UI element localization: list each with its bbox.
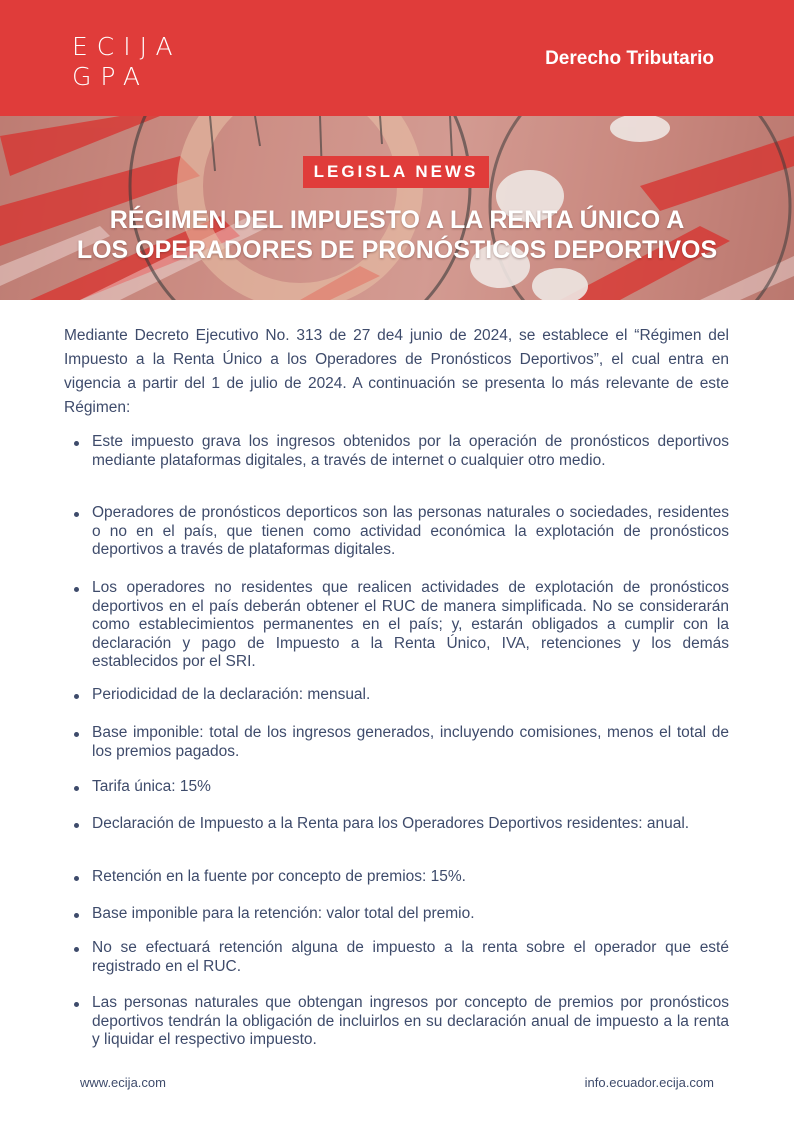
legisla-news-tag: LEGISLA NEWS <box>303 156 489 188</box>
list-item-text: Base imponible: total de los ingresos generados, incluyendo comisiones, menos el total de los premios pagados. <box>92 724 729 760</box>
logo-line-2: GPA <box>72 62 149 91</box>
bullet-icon <box>74 947 79 952</box>
list-item <box>64 994 729 1050</box>
bullet-icon <box>74 1002 79 1007</box>
logo-line-1: ECIJA <box>72 32 182 61</box>
list-item <box>64 905 729 924</box>
list-item-text: Retención en la fuente por concepto de premios: 15%. <box>92 868 466 885</box>
bullet-icon <box>74 694 79 699</box>
bullet-icon <box>74 823 79 828</box>
article-title-line-1: RÉGIMEN DEL IMPUESTO A LA RENTA ÚNICO A <box>109 206 685 234</box>
list-item-text: Este impuesto grava los ingresos obtenidos por la operación de pronósticos deportivos mediante plataformas digitales, a través de internet o cualquier otro medio. <box>92 433 729 469</box>
bullet-icon <box>74 441 79 446</box>
list-item <box>64 504 729 560</box>
footer-website-link[interactable]: www.ecija.com <box>80 1075 166 1090</box>
list-item <box>64 433 729 470</box>
list-item-text: Base imponible para la retención: valor total del premio. <box>92 905 475 922</box>
list-item <box>64 815 729 834</box>
list-item-text: Los operadores no residentes que realicen actividades de explotación de pronósticos deportivos en el país deberán obtener el RUC de manera simplificada. No se considerarán como establecimientos permanentes en el país; y, estarán obligados a cumplir con la declaración y pago de Impuesto a la Renta Único, IVA, retenciones y los demás establecidos por el SRI. <box>92 579 729 670</box>
list-item <box>64 579 729 672</box>
ecija-gpa-logo[interactable] <box>72 32 182 92</box>
bullet-icon <box>74 587 79 592</box>
list-item-text: No se efectuará retención alguna de impuesto a la renta sobre el operador que esté registrado en el RUC. <box>92 939 729 975</box>
bullet-icon <box>74 913 79 918</box>
list-item-text: Las personas naturales que obtengan ingresos por concepto de premios por pronósticos deportivos tendrán la obligación de incluirlos en su declaración anual de impuesto a la renta y liquidar el respectivo impuesto. <box>92 994 729 1048</box>
bullet-icon <box>74 512 79 517</box>
list-item-text: Tarifa única: 15% <box>92 778 211 795</box>
list-item-text: Operadores de pronósticos deporticos son las personas naturales o sociedades, residentes o no en el país, que tienen como actividad económica la explotación de pronósticos deportivos a través de plataformas digitales. <box>92 504 729 558</box>
header-bar <box>0 0 794 116</box>
list-item <box>64 686 729 705</box>
bullet-icon <box>74 876 79 881</box>
footer-email-link[interactable]: info.ecuador.ecija.com <box>584 1075 714 1090</box>
list-item <box>64 939 729 976</box>
article-title-line-2: LOS OPERADORES DE PRONÓSTICOS DEPORTIVOS <box>76 236 718 264</box>
list-item-text: Declaración de Impuesto a la Renta para los Operadores Deportivos residentes: anual. <box>92 815 690 832</box>
practice-area-title: Derecho Tributario <box>545 48 714 69</box>
list-item <box>64 778 729 797</box>
bullet-icon <box>74 732 79 737</box>
article-title <box>60 205 734 265</box>
list-item <box>64 724 729 761</box>
list-item-text: Periodicidad de la declaración: mensual. <box>92 686 371 703</box>
intro-paragraph: Mediante Decreto Ejecutivo No. 313 de 27 de4 junio de 2024, se establece el “Régimen del Impuesto a la Renta Único a los Operadores de Pronósticos Deportivos”, el cual entra en vigencia a partir del 1 de julio de 2024. A continuación se presenta lo más relevante de este Régimen: <box>64 327 729 416</box>
list-item <box>64 868 729 887</box>
bullet-icon <box>74 786 79 791</box>
